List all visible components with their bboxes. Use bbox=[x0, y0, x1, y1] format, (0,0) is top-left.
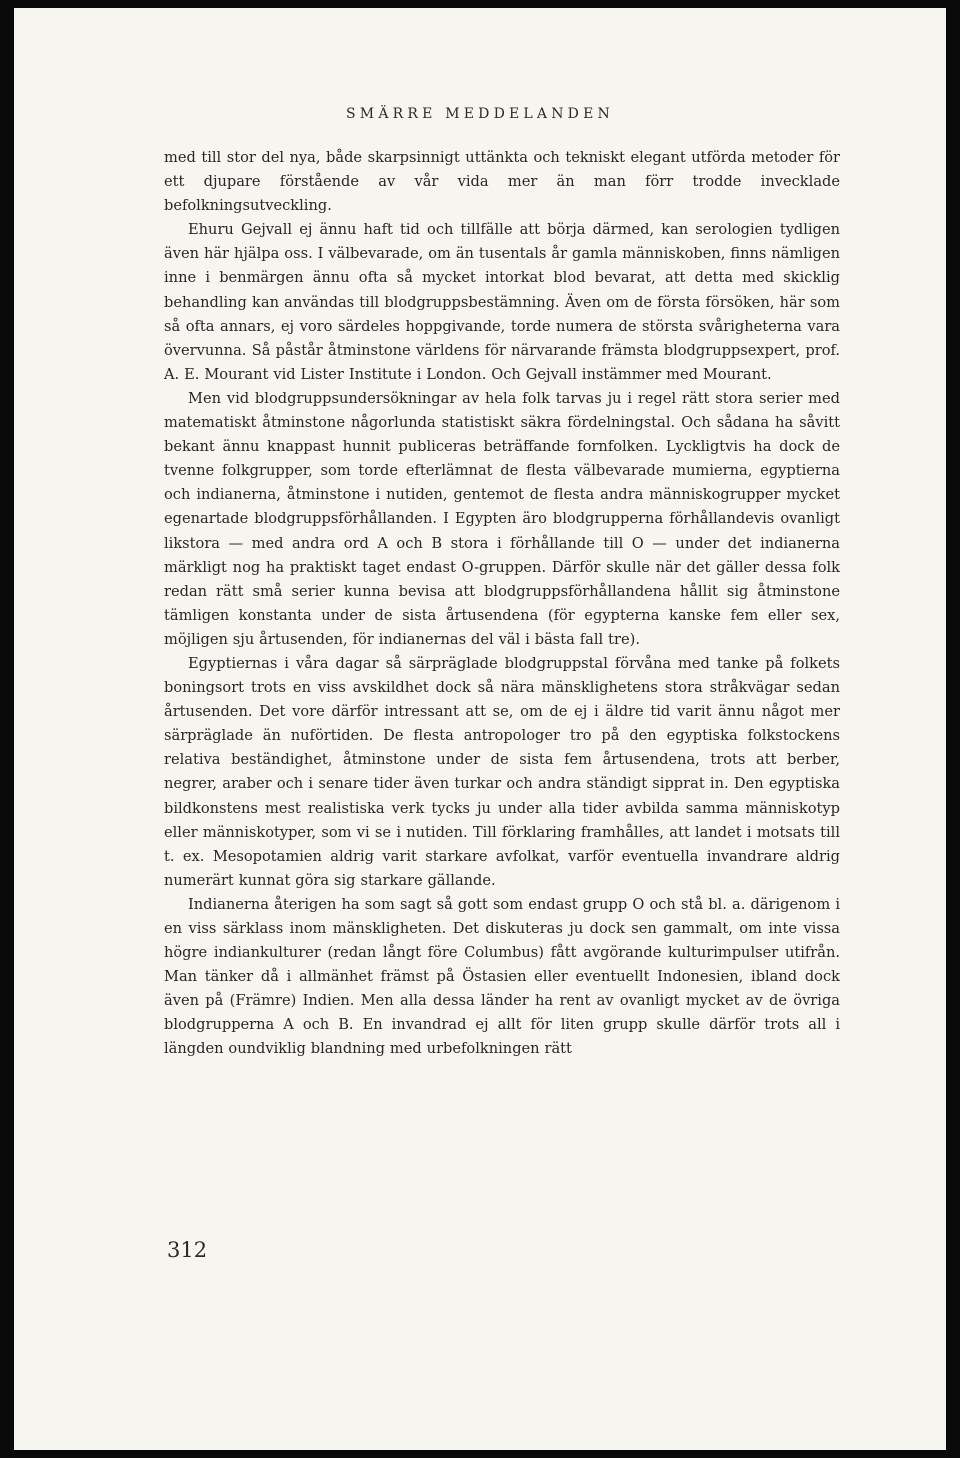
page-number: 312 bbox=[167, 1238, 208, 1262]
paragraph-5: Indianerna återigen ha som sagt så gott som endast grupp O och stå bl. a. därigenom i en viss särklass inom mänskligheten. Det diskuteras ju dock sen gammalt, om inte vissa högre indiankulturer (redan långt före Columbus) fått avgörande kulturimpulser utifrån. Man tänker då i allmänhet främst på Östasien eller eventuellt Indonesien, ibland dock även på (Främre) Indien. Men alla dessa länder ha rent av ovanligt mycket av de övriga blodgrupperna A och B. En invandrad ej allt för liten grupp skulle därför trots all i längden oundviklig blandning med urbefolkningen rätt bbox=[164, 895, 840, 1058]
running-head: SMÄRRE MEDDELANDEN bbox=[346, 106, 614, 122]
paragraph-3: Men vid blodgruppsundersökningar av hela folk tarvas ju i regel rätt stora serier med matematiskt åtminstone någorlunda statistiskt säkra fördelningstal. Och sådana ha såvitt bekant ännu knappast hunnit publiceras beträffande fornfolken. Lyckligtvis ha dock de tvenne folkgrupper, som torde efterlämnat de flesta välbevarade mumierna, egyptierna och indianerna, åtminstone i nutiden, gentemot de flesta andra människogrupper mycket egenartade blodgruppsförhållanden. I Egypten äro blodgrupperna förhållandevis ovanligt likstora — med andra ord A och B stora i förhållande till O — under det indianerna märkligt nog ha praktiskt taget endast O-gruppen. Därför skulle när det gäller dessa folk redan rätt små serier kunna bevisa att blodgruppsförhållandena hållit sig åtminstone tämligen konstanta under de sista årtusendena (för egypterna kanske fem eller sex, möjligen sju årtusenden, för indianernas del väl i bästa fall tre). bbox=[164, 389, 840, 648]
body-text bbox=[164, 146, 840, 1062]
paragraph-1: med till stor del nya, både skarpsinnigt uttänkta och tekniskt elegant utförda metoder för ett djupare förstående av vår vida mer än man förr trodde invecklade befolkningsutveckling. bbox=[164, 149, 840, 215]
paragraph-2: Ehuru Gejvall ej ännu haft tid och tillfälle att börja därmed, kan serologien tydligen även här hjälpa oss. I välbevarade, om än tusentals år gamla människoben, finns nämligen inne i benmärgen ännu ofta så mycket intorkat blod bevarat, att detta med skicklig behandling kan användas till blodgruppsbestämning. Även om de första försöken, här som så ofta annars, ej voro särdeles hoppgivande, torde numera de största svårigheterna vara övervunna. Så påstår åtminstone världens för närvarande främsta blodgruppsexpert, prof. A. E. Mourant vid Lister Institute i London. Och Gejvall instämmer med Mourant. bbox=[164, 221, 840, 383]
paragraph-4: Egyptiernas i våra dagar så särpräglade blodgruppstal förvåna med tanke på folkets boningsort trots en viss avskildhet dock så nära mänsklighetens stora stråkvägar sedan årtusenden. Det vore därför intressant att se, om de ej i äldre tid varit ännu något mer särpräglade än nuförtiden. De flesta antropologer tro på den egyptiska folkstockens relativa beständighet, åtminstone under de sista fem årtusendena, trots att berber, negrer, araber och i senare tider även turkar och andra ständigt sipprat in. Den egyptiska bildkonstens mest realistiska verk tycks ju under alla tider avbilda samma människotyp eller människotyper, som vi se i nutiden. Till förklaring framhålles, att landet i motsats till t. ex. Mesopotamien aldrig varit starkare avfolkat, varför eventuella invandrare aldrig numerärt kunnat göra sig starkare gällande. bbox=[164, 654, 840, 889]
